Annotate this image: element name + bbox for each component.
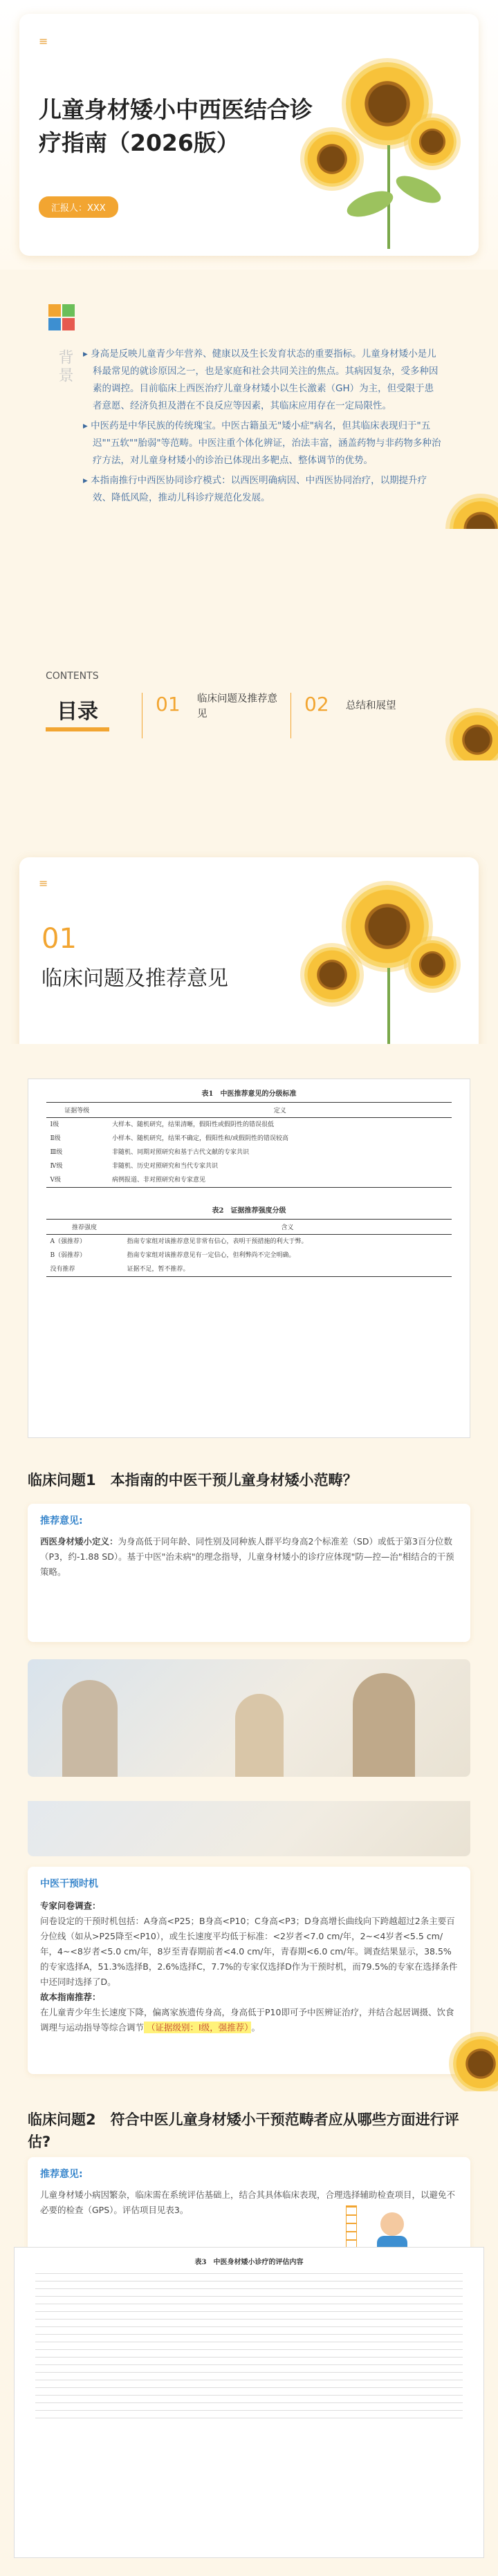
background-paragraph: ▸ 身高是反映儿童青少年营养、健康以及生长发育状态的重要指标。儿童身材矮小是儿科最常见的就诊原因之一，也是家庭和社会共同关注的焦点。其病因复杂，受多种因素的调控。目前临床上西医治疗儿童身材矮小以生长激素（GH）为主，但受限于患者意愿、经济负担及潜在不良反应等因素，其临床应用存在一定局限性。 <box>83 346 443 415</box>
recommend-body: 在儿童青少年生长速度下降，偏离家族遗传身高，身高低于P10即可予中医辨证治疗，并结合起居调摄、饮食调理与运动指导等综合调节 <box>40 2007 454 2033</box>
table-3-title: 表3 中医身材矮小诊疗的评估内容 <box>194 2259 304 2266</box>
table-cell: Ⅱ级 <box>50 1135 61 1142</box>
table-row <box>46 1249 452 1262</box>
cover-section <box>0 0 498 270</box>
background-text <box>83 346 443 510</box>
table-cell: 小样本、随机研究，结果不确定，假阳性和/或假阴性的错误较高 <box>111 1135 288 1142</box>
contents-en-label: CONTENTS <box>46 671 99 682</box>
contents-item-num: 02 <box>304 693 329 716</box>
survey-text: 问卷设定的干预时机包括：A身高<P25；B身高<P10；C身高<P3；D身高增长曲线向下跨越超过2条主要百分位线（如从>P25降至<P10），或生长速度平均低于标准：<2岁者<7.0 cm/年，2~<4岁者<5.5 cm/年，4~<8岁者<5.0 cm/年，8岁至青春期前者<4.0 cm/年，青春期<6.0 cm/年。调查结果显示，38.5%的专家选择A，51.3%选择B，2.6%选择C，7.7%的专家仅选择D作为干预时机，而79.5%的专家在选择条件中还同时选择了D。 <box>40 1916 458 1987</box>
contents-section <box>0 664 498 760</box>
question-2-title: 临床问题2 符合中医儿童身材矮小干预范畴者应从哪些方面进行评估? <box>28 2111 459 2150</box>
table-row <box>46 1132 452 1146</box>
background-paragraph: ▸ 中医药是中华民族的传统瑰宝。中医古籍虽无"矮小症"病名，但其临床表现归于"五迟""五软""胎弱"等范畴。中医注重个体化辨证，治法丰富，涵盖药物与非药物多种治疗方法，对儿童身材矮小的诊治已体现出多靶点、整体调节的优势。 <box>83 418 443 469</box>
assessment-table-image <box>14 2247 484 2558</box>
question-1-body <box>40 1534 458 1580</box>
definition-text: 为身高低于同年龄、同性别及同种族人群平均身高2个标准差（SD）或低于第3百分位数（P3，约-1.88 SD）。基于中医"治未病"的理念指导，儿童身材矮小的诊疗应体现"防—控—治"相结合的干预策略。 <box>40 1536 454 1577</box>
recommend-end: 。 <box>251 2022 260 2033</box>
table-cell: 没有推荐 <box>50 1266 75 1273</box>
table-3-rows <box>15 2273 483 2418</box>
page-title: 儿童身材矮小中西医结合诊疗指南（2026版） <box>39 96 313 156</box>
timing-panel <box>28 1867 470 2074</box>
contents-title: 目录 <box>57 700 98 724</box>
table-cell: 大样本、随机研究，结果清晰，假阳性或假阴性的错误很低 <box>111 1121 274 1128</box>
table-3-section <box>0 2247 498 2576</box>
table-header: 含义 <box>122 1220 452 1235</box>
table-cell: Ⅰ级 <box>50 1121 59 1128</box>
table-header: 证据等级 <box>46 1103 108 1118</box>
table-row <box>46 1173 452 1188</box>
table-cell: 指南专家组对该推荐意见有一定信心，但利弊尚不完全明确。 <box>127 1252 295 1259</box>
table-row <box>46 1235 452 1249</box>
divider <box>290 693 291 738</box>
table-cell: Ⅳ级 <box>50 1163 63 1170</box>
table-row <box>46 1262 452 1277</box>
table-cell: 病例报道、非对照研究和专家意见 <box>111 1177 205 1184</box>
table-1 <box>46 1102 452 1188</box>
sunflower-corner <box>450 498 498 529</box>
table-row <box>46 1146 452 1159</box>
table-cell: 证据不足，暂不推荐。 <box>127 1266 190 1273</box>
part-01-section <box>0 837 498 1044</box>
part-number: 01 <box>42 923 77 955</box>
table-2-title: 表2 证据推荐强度分级 <box>212 1207 286 1215</box>
recommendation-label: 推荐意见: <box>40 1515 83 1527</box>
children-photo-bottom <box>28 1801 470 1856</box>
table-cell: B（弱推荐） <box>50 1252 86 1259</box>
table-cell: Ⅲ级 <box>50 1149 63 1156</box>
contents-item-num: 01 <box>156 693 181 716</box>
table-cell: 非随机、历史对照研究和当代专家共识 <box>111 1163 218 1170</box>
menu-icon[interactable]: ≡ <box>39 877 48 890</box>
question-1-title: 临床问题1 本指南的中医干预儿童身材矮小范畴？ <box>28 1472 358 1488</box>
table-row <box>46 1118 452 1132</box>
table-cell: 非随机、同期对照研究和基于古代文献的专家共识 <box>111 1149 249 1156</box>
table-cell: Ⅴ级 <box>50 1177 62 1184</box>
sunflower-corner <box>450 712 498 760</box>
survey-label: 专家问卷调查： <box>40 1901 101 1911</box>
question-2-body: 儿童身材矮小病因繁杂，临床需在系统评估基础上，结合其具体临床表现，合理选择辅助检查项目，以避免不必要的检查（GPS）。评估项目见表3。 <box>40 2190 456 2215</box>
definition-label: 西医身材矮小定义： <box>40 1536 118 1547</box>
sunflower-illustration <box>304 41 463 249</box>
table-header: 定义 <box>108 1103 452 1118</box>
evidence-highlight: （证据级别：Ⅰ级，强推荐） <box>144 2022 251 2033</box>
background-section <box>0 290 498 529</box>
table-cell: A（强推荐） <box>50 1238 86 1245</box>
recommendation-label: 推荐意见: <box>40 2169 83 2180</box>
recommend-label: 故本指南推荐： <box>40 1992 101 2002</box>
decorative-blocks <box>48 304 76 332</box>
timing-label: 中医干预时机 <box>40 1878 98 1889</box>
contents-underline <box>46 727 109 731</box>
sunflower-illustration <box>304 864 463 1044</box>
question-1-section <box>0 1462 498 1801</box>
table-2 <box>46 1219 452 1277</box>
table-1-title: 表1 中医推荐意见的分级标准 <box>201 1090 297 1098</box>
contents-item-2[interactable]: 总结和展望 <box>346 700 396 711</box>
part-title: 临床问题及推荐意见 <box>42 967 228 991</box>
evidence-tables-image <box>28 1079 470 1438</box>
sunflower-corner <box>453 2036 498 2091</box>
recommend-text <box>40 2005 458 2035</box>
table-header: 推荐强度 <box>46 1220 123 1235</box>
table-row <box>46 1159 452 1173</box>
reporter-badge: 汇报人：XXX <box>39 196 118 218</box>
menu-icon[interactable]: ≡ <box>39 35 48 48</box>
background-title: 背景 <box>56 349 73 385</box>
contents-item-1[interactable]: 临床问题及推荐意见 <box>197 693 277 720</box>
evidence-tables-section <box>0 1079 498 1438</box>
children-photo <box>28 1659 470 1777</box>
table-cell: 指南专家组对该推荐意见非常有信心，表明干预措施的利大于弊。 <box>127 1238 308 1245</box>
timing-section <box>0 1801 498 2091</box>
question-1-card <box>28 1504 470 1642</box>
background-paragraph: ▸ 本指南推行中西医协同诊疗模式：以西医明确病因、中西医协同治疗，以期提升疗效、降低风险，推动儿科诊疗规范化发展。 <box>83 472 443 507</box>
